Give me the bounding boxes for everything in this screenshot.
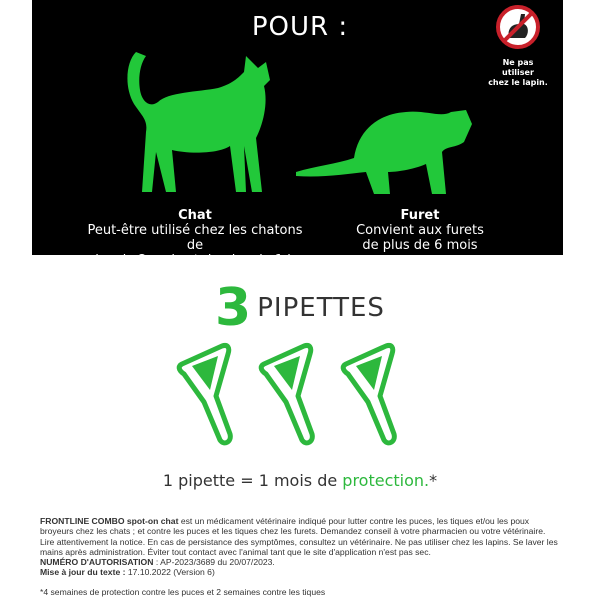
cat-name: Chat bbox=[178, 208, 212, 223]
legal-notice bbox=[40, 516, 560, 578]
ferret-caption bbox=[340, 208, 500, 253]
pipette-number: 3 bbox=[215, 278, 252, 338]
ferret-silhouette-icon bbox=[296, 102, 476, 198]
protection-suffix: * bbox=[429, 471, 438, 490]
auth-value: : AP-2023/3689 du 20/07/2023. bbox=[153, 557, 275, 568]
protection-highlight: protection. bbox=[342, 471, 430, 490]
cat-line-2: plus de 2 mois et de plus de 1 kg bbox=[86, 253, 304, 268]
footnote: *4 semaines de protection contre les puces et 2 semaines contre les tiques bbox=[40, 587, 326, 597]
pipette-label: PIPETTES bbox=[257, 293, 385, 323]
pipette-icon bbox=[179, 345, 230, 442]
no-rabbit-icon bbox=[495, 4, 541, 50]
pipette-count bbox=[0, 278, 600, 338]
pipette-icon bbox=[343, 345, 394, 442]
legal-body: est un médicament vétérinaire indiqué pour lutter contre les puces, les tiques et/ou les poux broyeurs chez les chats ; et contre les puces et les tiques chez les furets. Demandez conseil à votre pharmacien ou votre vétérinaire. Lire attentivement la notice. En cas de persistance des symptômes, consultez un vétérinaire. Ne pas utiliser chez les lapins. Se laver les mains après administration. Éviter tout contact avec l'animal tant que le site d'application n'est pas sec. bbox=[40, 516, 558, 557]
update-value: 17.10.2022 (Version 6) bbox=[125, 567, 215, 578]
warning-line-1: Ne pas utiliser bbox=[502, 58, 534, 77]
update-label: Mise à jour du texte : bbox=[40, 567, 126, 578]
cat-silhouette-icon bbox=[118, 42, 278, 194]
cat-caption bbox=[80, 208, 310, 268]
ferret-name: Furet bbox=[400, 208, 440, 223]
product-name: FRONTLINE COMBO spot-on chat bbox=[40, 516, 179, 526]
pipettes-illustration bbox=[170, 338, 420, 448]
pipette-icon bbox=[261, 345, 312, 442]
protection-statement bbox=[0, 471, 600, 490]
rabbit-warning bbox=[488, 58, 548, 88]
protection-prefix: 1 pipette = 1 mois de bbox=[162, 471, 343, 490]
warning-line-2: chez le lapin. bbox=[488, 78, 548, 87]
ferret-line-2: de plus de 6 mois bbox=[362, 238, 478, 253]
auth-label: NUMÉRO D'AUTORISATION bbox=[40, 557, 154, 568]
cat-line-1: Peut-être utilisé chez les chatons de bbox=[87, 223, 303, 253]
ferret-line-1: Convient aux furets bbox=[356, 223, 484, 238]
page-title: POUR : bbox=[251, 12, 349, 42]
